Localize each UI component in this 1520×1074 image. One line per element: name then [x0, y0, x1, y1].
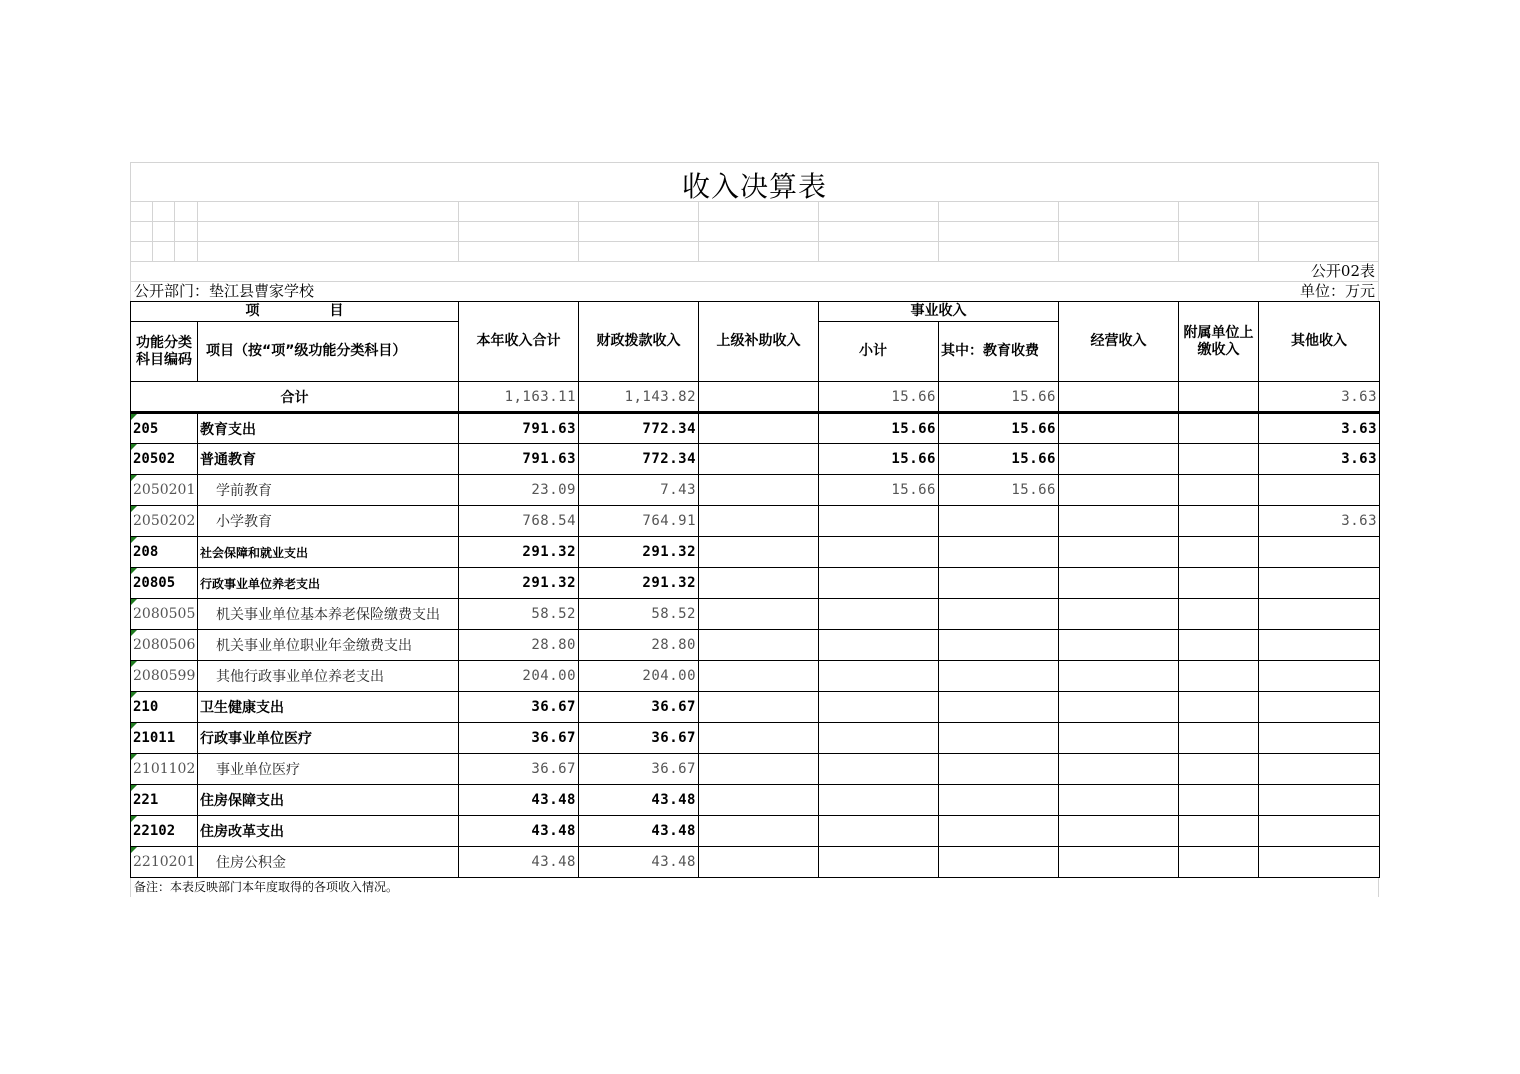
table-row — [131, 413, 1380, 444]
row-other — [1259, 568, 1380, 599]
grid-cell — [1178, 222, 1258, 241]
row-affiliated — [1179, 537, 1259, 568]
row-affiliated — [1179, 630, 1259, 661]
header-edu-fee: 其中：教育收费 — [939, 322, 1059, 382]
row-superior — [699, 661, 819, 692]
table-row — [131, 785, 1380, 816]
row-code: 2210201 — [131, 847, 198, 878]
row-subtotal — [819, 568, 939, 599]
row-subtotal — [819, 630, 939, 661]
header-project-group: 项 目 — [131, 302, 459, 322]
row-other — [1259, 847, 1380, 878]
row-subtotal: 15.66 — [819, 475, 939, 506]
row-total: 36.67 — [459, 723, 579, 754]
row-business — [1059, 537, 1179, 568]
row-affiliated — [1179, 444, 1259, 475]
row-business — [1059, 847, 1179, 878]
row-code: 2050202 — [131, 506, 198, 537]
total-edu-fee: 15.66 — [939, 382, 1059, 413]
grid-cell — [818, 242, 938, 261]
row-total: 791.63 — [459, 413, 579, 444]
row-business — [1059, 754, 1179, 785]
row-fiscal: 772.34 — [579, 413, 699, 444]
grid-cell — [174, 222, 197, 241]
row-superior — [699, 630, 819, 661]
row-superior — [699, 692, 819, 723]
total-subtotal: 15.66 — [819, 382, 939, 413]
row-name: 行政事业单位医疗 — [198, 723, 459, 754]
row-total: 791.63 — [459, 444, 579, 475]
row-subtotal — [819, 692, 939, 723]
table-row — [131, 661, 1380, 692]
header-subtotal: 小计 — [819, 322, 939, 382]
row-total: 291.32 — [459, 537, 579, 568]
row-fiscal: 764.91 — [579, 506, 699, 537]
row-business — [1059, 723, 1179, 754]
grid-cell — [938, 242, 1058, 261]
row-code: 208 — [131, 537, 198, 568]
grid-cell — [197, 222, 458, 241]
footnote: 备注：本表反映部门本年度取得的各项收入情况。 — [130, 878, 1379, 897]
row-other — [1259, 537, 1380, 568]
grid-cell — [938, 202, 1058, 221]
table-row — [131, 630, 1380, 661]
total-business — [1059, 382, 1179, 413]
header-other: 其他收入 — [1259, 302, 1380, 382]
row-edu-fee — [939, 568, 1059, 599]
row-total: 23.09 — [459, 475, 579, 506]
row-code: 2101102 — [131, 754, 198, 785]
row-code: 221 — [131, 785, 198, 816]
header-business: 经营收入 — [1059, 302, 1179, 382]
income-table — [130, 301, 1380, 878]
empty-grid-row — [130, 241, 1379, 261]
row-superior — [699, 506, 819, 537]
row-other — [1259, 599, 1380, 630]
table-row — [131, 847, 1380, 878]
total-superior — [699, 382, 819, 413]
row-business — [1059, 816, 1179, 847]
grid-cell — [1058, 242, 1178, 261]
row-business — [1059, 599, 1179, 630]
row-superior — [699, 723, 819, 754]
grid-cell — [1178, 242, 1258, 261]
title-area — [130, 162, 1379, 201]
grid-cell — [1178, 202, 1258, 221]
row-affiliated — [1179, 475, 1259, 506]
total-label: 合计 — [131, 382, 459, 413]
row-edu-fee — [939, 723, 1059, 754]
row-subtotal — [819, 754, 939, 785]
total-fiscal: 1,143.82 — [579, 382, 699, 413]
row-business — [1059, 630, 1179, 661]
grid-cell — [174, 242, 197, 261]
row-name: 住房保障支出 — [198, 785, 459, 816]
row-superior — [699, 847, 819, 878]
row-other: 3.63 — [1259, 506, 1380, 537]
grid-cell — [1058, 202, 1178, 221]
row-code: 2050201 — [131, 475, 198, 506]
table-row — [131, 568, 1380, 599]
row-subtotal — [819, 506, 939, 537]
row-fiscal: 28.80 — [579, 630, 699, 661]
header-row-1 — [131, 302, 1380, 322]
row-name: 学前教育 — [198, 475, 459, 506]
row-subtotal — [819, 723, 939, 754]
row-subtotal: 15.66 — [819, 444, 939, 475]
row-code: 2080506 — [131, 630, 198, 661]
row-edu-fee — [939, 692, 1059, 723]
header-code: 功能分类科目编码 — [131, 322, 198, 382]
row-affiliated — [1179, 816, 1259, 847]
row-subtotal — [819, 599, 939, 630]
grid-cell — [1258, 202, 1379, 221]
row-edu-fee — [939, 847, 1059, 878]
row-edu-fee — [939, 630, 1059, 661]
row-subtotal — [819, 537, 939, 568]
row-other — [1259, 754, 1380, 785]
header-fiscal: 财政拨款收入 — [579, 302, 699, 382]
department-label: 公开部门：垫江县曹家学校 — [134, 282, 315, 300]
total-other: 3.63 — [1259, 382, 1380, 413]
grid-cell — [818, 202, 938, 221]
row-subtotal: 15.66 — [819, 413, 939, 444]
grid-cell — [698, 222, 818, 241]
row-other — [1259, 816, 1380, 847]
row-other — [1259, 692, 1380, 723]
row-name: 卫生健康支出 — [198, 692, 459, 723]
grid-cell — [578, 222, 698, 241]
row-business — [1059, 413, 1179, 444]
grid-cell — [197, 242, 458, 261]
row-edu-fee — [939, 661, 1059, 692]
row-total: 43.48 — [459, 847, 579, 878]
total-total: 1,163.11 — [459, 382, 579, 413]
row-business — [1059, 444, 1179, 475]
row-code: 21011 — [131, 723, 198, 754]
grid-cell — [578, 242, 698, 261]
grid-cell — [458, 242, 578, 261]
row-superior — [699, 816, 819, 847]
header-total: 本年收入合计 — [459, 302, 579, 382]
row-other — [1259, 661, 1380, 692]
header-superior: 上级补助收入 — [699, 302, 819, 382]
row-superior — [699, 475, 819, 506]
row-business — [1059, 475, 1179, 506]
grid-cell — [458, 222, 578, 241]
row-code: 205 — [131, 413, 198, 444]
row-edu-fee — [939, 506, 1059, 537]
page-title: 收入决算表 — [681, 170, 827, 203]
grid-cell — [938, 222, 1058, 241]
row-name: 住房公积金 — [198, 847, 459, 878]
table-row — [131, 692, 1380, 723]
department-unit-row — [130, 281, 1379, 301]
row-fiscal: 772.34 — [579, 444, 699, 475]
row-fiscal: 7.43 — [579, 475, 699, 506]
row-edu-fee — [939, 599, 1059, 630]
row-code: 2080505 — [131, 599, 198, 630]
row-affiliated — [1179, 723, 1259, 754]
table-row — [131, 599, 1380, 630]
header-career-group: 事业收入 — [819, 302, 1059, 322]
row-other: 3.63 — [1259, 413, 1380, 444]
row-superior — [699, 413, 819, 444]
grid-cell — [1258, 222, 1379, 241]
table-row — [131, 506, 1380, 537]
row-code: 210 — [131, 692, 198, 723]
row-total: 36.67 — [459, 692, 579, 723]
row-name: 事业单位医疗 — [198, 754, 459, 785]
table-row — [131, 475, 1380, 506]
row-name: 其他行政事业单位养老支出 — [198, 661, 459, 692]
row-business — [1059, 785, 1179, 816]
row-total: 28.80 — [459, 630, 579, 661]
total-row — [131, 382, 1380, 413]
row-affiliated — [1179, 568, 1259, 599]
row-edu-fee — [939, 785, 1059, 816]
empty-grid-row — [130, 201, 1379, 221]
table-row — [131, 723, 1380, 754]
row-affiliated — [1179, 754, 1259, 785]
row-edu-fee: 15.66 — [939, 413, 1059, 444]
row-fiscal: 58.52 — [579, 599, 699, 630]
row-fiscal: 43.48 — [579, 785, 699, 816]
grid-cell — [1258, 242, 1379, 261]
row-name: 普通教育 — [198, 444, 459, 475]
row-superior — [699, 754, 819, 785]
row-fiscal: 204.00 — [579, 661, 699, 692]
row-edu-fee — [939, 816, 1059, 847]
total-affiliated — [1179, 382, 1259, 413]
row-edu-fee — [939, 754, 1059, 785]
empty-grid-rows — [130, 201, 1379, 261]
row-edu-fee: 15.66 — [939, 475, 1059, 506]
table-row — [131, 754, 1380, 785]
row-business — [1059, 506, 1179, 537]
grid-cell — [152, 202, 174, 221]
grid-cell — [197, 202, 458, 221]
table-row — [131, 444, 1380, 475]
table-row — [131, 816, 1380, 847]
row-superior — [699, 444, 819, 475]
row-affiliated — [1179, 692, 1259, 723]
grid-cell — [698, 202, 818, 221]
row-total: 291.32 — [459, 568, 579, 599]
row-code: 2080599 — [131, 661, 198, 692]
row-code: 20805 — [131, 568, 198, 599]
row-other — [1259, 785, 1380, 816]
row-name: 教育支出 — [198, 413, 459, 444]
grid-cell — [1058, 222, 1178, 241]
row-fiscal: 36.67 — [579, 692, 699, 723]
row-other — [1259, 723, 1380, 754]
row-code: 20502 — [131, 444, 198, 475]
empty-grid-row — [130, 221, 1379, 241]
row-total: 43.48 — [459, 816, 579, 847]
row-superior — [699, 568, 819, 599]
grid-cell — [174, 202, 197, 221]
row-superior — [699, 599, 819, 630]
grid-cell — [152, 242, 174, 261]
grid-cell — [578, 202, 698, 221]
row-name: 小学教育 — [198, 506, 459, 537]
row-business — [1059, 692, 1179, 723]
row-total: 768.54 — [459, 506, 579, 537]
table-row — [131, 537, 1380, 568]
unit-label: 单位：万元 — [1299, 282, 1375, 300]
row-subtotal — [819, 785, 939, 816]
row-total: 58.52 — [459, 599, 579, 630]
income-statement-sheet — [130, 162, 1379, 897]
row-affiliated — [1179, 599, 1259, 630]
row-fiscal: 291.32 — [579, 568, 699, 599]
header-affiliated: 附属单位上缴收入 — [1179, 302, 1259, 382]
row-name: 社会保障和就业支出 — [198, 537, 459, 568]
row-affiliated — [1179, 785, 1259, 816]
grid-cell — [130, 202, 152, 221]
row-other: 3.63 — [1259, 444, 1380, 475]
grid-cell — [698, 242, 818, 261]
row-other — [1259, 475, 1380, 506]
row-name: 机关事业单位职业年金缴费支出 — [198, 630, 459, 661]
row-fiscal: 43.48 — [579, 816, 699, 847]
header-name: 项目（按“项”级功能分类科目） — [198, 322, 459, 382]
row-total: 43.48 — [459, 785, 579, 816]
row-fiscal: 43.48 — [579, 847, 699, 878]
grid-cell — [130, 242, 152, 261]
row-subtotal — [819, 661, 939, 692]
row-affiliated — [1179, 847, 1259, 878]
grid-cell — [130, 222, 152, 241]
grid-cell — [458, 202, 578, 221]
row-other — [1259, 630, 1380, 661]
table-number: 公开02表 — [1310, 262, 1375, 280]
row-edu-fee: 15.66 — [939, 444, 1059, 475]
table-body — [131, 302, 1380, 878]
grid-cell — [152, 222, 174, 241]
row-superior — [699, 537, 819, 568]
row-total: 36.67 — [459, 754, 579, 785]
row-total: 204.00 — [459, 661, 579, 692]
row-name: 行政事业单位养老支出 — [198, 568, 459, 599]
row-business — [1059, 661, 1179, 692]
row-fiscal: 36.67 — [579, 723, 699, 754]
row-name: 机关事业单位基本养老保险缴费支出 — [198, 599, 459, 630]
row-name: 住房改革支出 — [198, 816, 459, 847]
row-subtotal — [819, 847, 939, 878]
row-business — [1059, 568, 1179, 599]
row-fiscal: 291.32 — [579, 537, 699, 568]
row-edu-fee — [939, 537, 1059, 568]
row-superior — [699, 785, 819, 816]
row-affiliated — [1179, 413, 1259, 444]
grid-cell — [818, 222, 938, 241]
row-affiliated — [1179, 506, 1259, 537]
table-number-row — [130, 261, 1379, 281]
row-code: 22102 — [131, 816, 198, 847]
row-affiliated — [1179, 661, 1259, 692]
row-subtotal — [819, 816, 939, 847]
row-fiscal: 36.67 — [579, 754, 699, 785]
